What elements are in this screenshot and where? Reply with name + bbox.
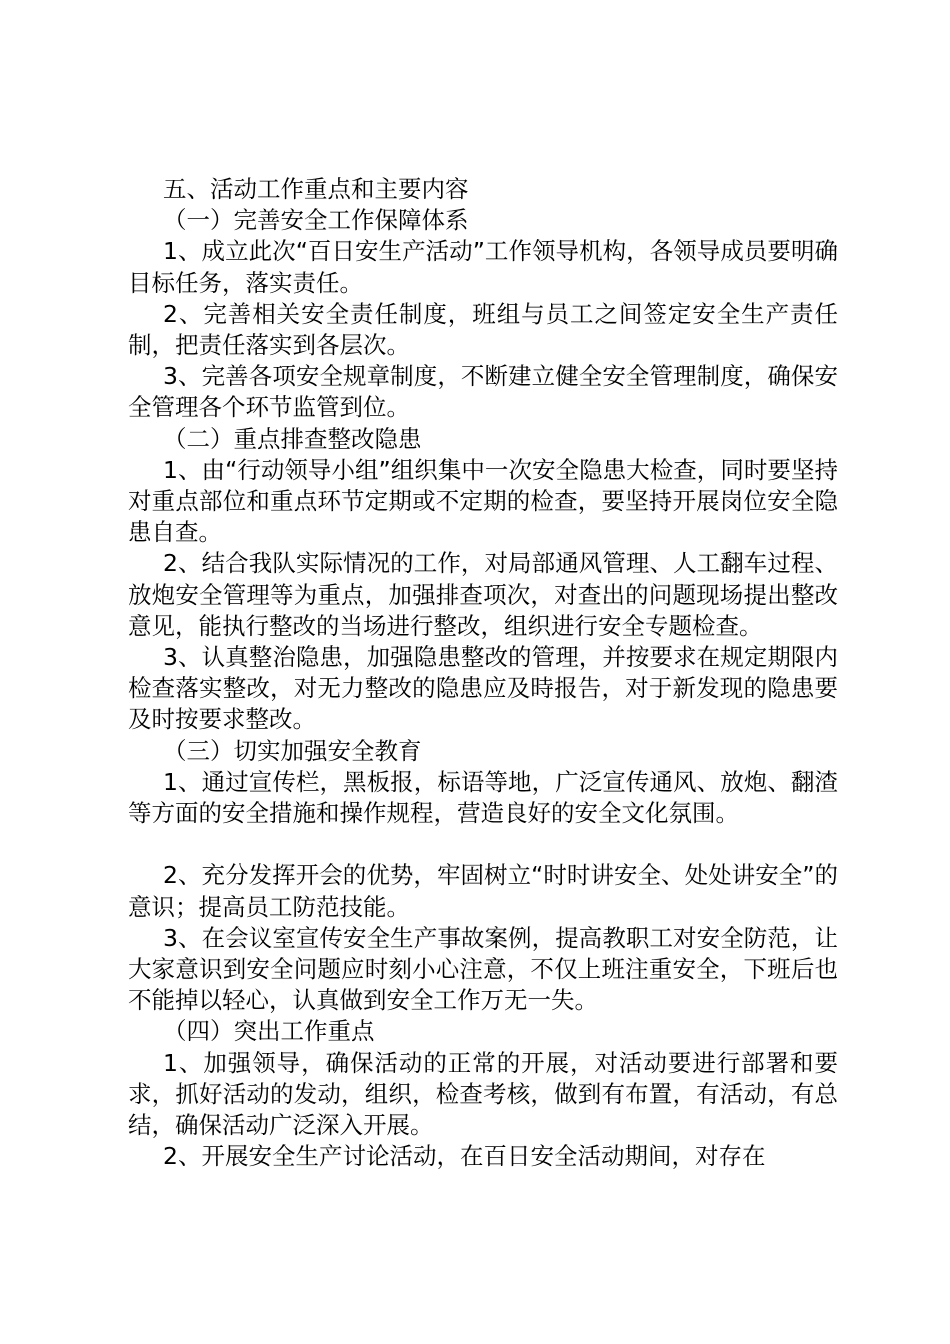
subsection-heading: （二）重点排查整改隐患 <box>163 424 422 453</box>
body-paragraph: 1、加强领导，确保活动的正常的开展，对活动要进行部署和要求，抓好活动的发动，组织，检查考核，做到有布置，有活动，有总结，确保活动广泛深入开展。 <box>128 1048 838 1140</box>
body-paragraph: 2、结合我队实际情况的工作，对局部通风管理、人工翻车过程、放炮安全管理等为重点，加强排查项次，对查出的问题现场提出整改意见，能执行整改的当场进行整改，组织进行安全专题检查。 <box>128 549 838 640</box>
body-paragraph: 1、由“行动领导小组”组织集中一次安全隐患大检查，同时要坚持对重点部位和重点环节定期或不定期的检查，要坚持开展岗位安全隐患自查。 <box>128 455 838 547</box>
subsection-heading: （一）完善安全工作保障体系 <box>163 206 469 235</box>
body-paragraph: 3、完善各项安全规章制度，不断建立健全安全管理制度，确保安全管理各个环节监管到位。 <box>128 362 838 422</box>
body-paragraph: 3、认真整治隐患，加强隐患整改的管理，并按要求在规定期限内检查落实整改，对无力整改的隐患应及時报告，对于新发现的隐患要及时按要求整改。 <box>128 643 838 734</box>
body-paragraph: 3、在会议室宣传安全生产事故案例，提高教职工对安全防范，让大家意识到安全问题应时刻小心注意，不仅上班注重安全，下班后也不能掉以轻心，认真做到安全工作万无一失。 <box>128 923 838 1015</box>
document-body <box>128 174 838 1172</box>
section-heading: 五、活动工作重点和主要内容 <box>163 175 469 203</box>
body-paragraph: 2、充分发挥开会的优势，牢固树立“时时讲安全、处处讲安全”的意识；提高员工防范技能。 <box>128 861 838 921</box>
body-paragraph: 2、开展安全生产讨论活动，在百日安全活动期间，对存在 <box>163 1142 766 1171</box>
subsection-heading: （三）切实加强安全教育 <box>163 736 422 765</box>
subsection-heading: （四）突出工作重点 <box>163 1017 375 1046</box>
body-paragraph: 1、成立此次“百日安生产活动”工作领导机构，各领导成员要明确目标任务，落实责任。 <box>128 237 838 297</box>
body-paragraph: 2、完善相关安全责任制度，班组与员工之间签定安全生产责任制，把责任落实到各层次。 <box>128 299 838 360</box>
body-paragraph: 1、通过宣传栏，黑板报，标语等地，广泛宣传通风、放炮、翻渣等方面的安全措施和操作规程，营造良好的安全文化氛围。 <box>128 767 838 828</box>
